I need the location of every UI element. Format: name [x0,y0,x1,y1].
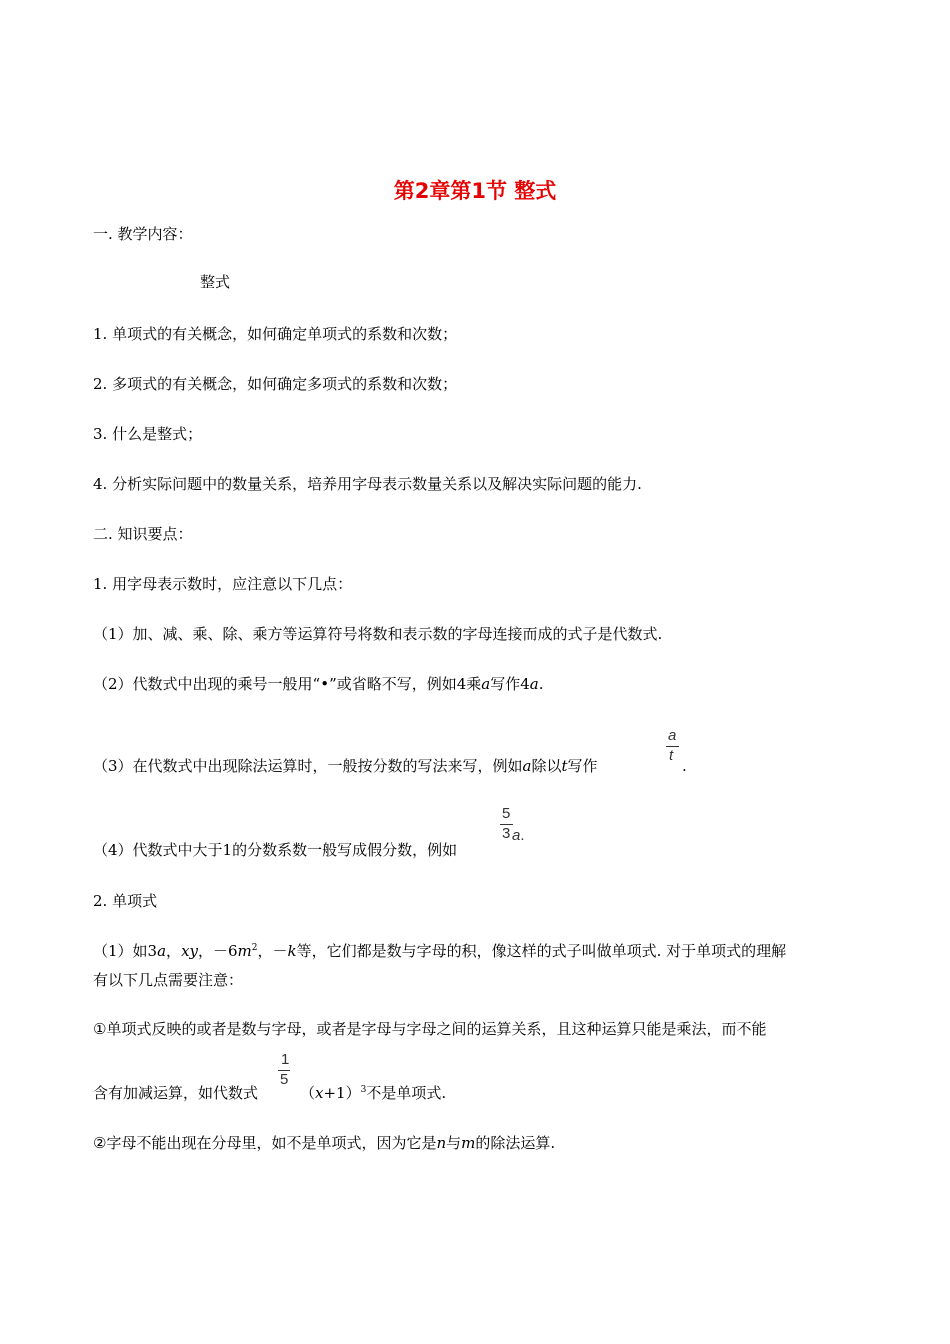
paragraph-algebraic-expression: （1）加、减、乘、除、乘方等运算符号将数和表示数的字母连接而成的式子是代数式. [93,625,663,643]
paragraph-division-fraction: （3）在代数式中出现除法运算时，一般按分数的写法来写，例如a除以t写作 [93,757,598,775]
content-item-1: 1. 单项式的有关概念，如何确定单项式的系数和次数； [93,325,458,343]
section-subtitle: 整式 [200,273,231,291]
section-heading-knowledge-points: 二. 知识要点： [93,525,193,543]
variable-a: a. [512,827,525,844]
paragraph-improper-fraction: （4）代数式中大于1的分数系数一般写成假分数，例如 [93,841,458,859]
knowledge-point-2: 2. 单项式 [93,892,158,910]
knowledge-point-1: 1. 用字母表示数时，应注意以下几点： [93,575,353,593]
fraction-5-over-3: 5 3 [500,806,514,846]
note-2: ②字母不能出现在分母里，如不是单项式，因为它是n与m的除法运算. [93,1134,556,1152]
paragraph-monomial-definition-line2: 有以下几点需要注意： [93,971,244,989]
period: . [682,757,687,775]
fraction-1-over-5: 1 5 [280,1051,290,1088]
paragraph-monomial-definition: （1）如3a，xy，$-6m^2$，－k等，它们都是数与字母的积，像这样的式子叫做单项式. 对于单项式的理解 [93,942,787,960]
note-1: ①单项式反映的或者是数与字母，或者是字母与字母之间的运算关系，且这种运算只能是乘法，而不能 [93,1020,767,1038]
note-1-expression: $(x+1)^3$不是单项式. [300,1084,447,1102]
section-heading-teaching-content: 一. 教学内容： [93,225,193,243]
note-1-line2: 含有加减运算，如代数式 [93,1084,259,1102]
document-title: 第2章第1节 整式 [393,179,557,203]
content-item-3: 3. 什么是整式； [93,425,203,443]
paragraph-multiplication-sign: （2）代数式中出现的乘号一般用“•”或省略不写，例如4乘a写作4a. [93,675,544,693]
fraction-a-over-t: a t [666,728,680,768]
content-item-2: 2. 多项式的有关概念，如何确定多项式的系数和次数； [93,375,458,393]
content-item-4: 4. 分析实际问题中的数量关系，培养用字母表示数量关系以及解决实际问题的能力. [93,475,642,493]
